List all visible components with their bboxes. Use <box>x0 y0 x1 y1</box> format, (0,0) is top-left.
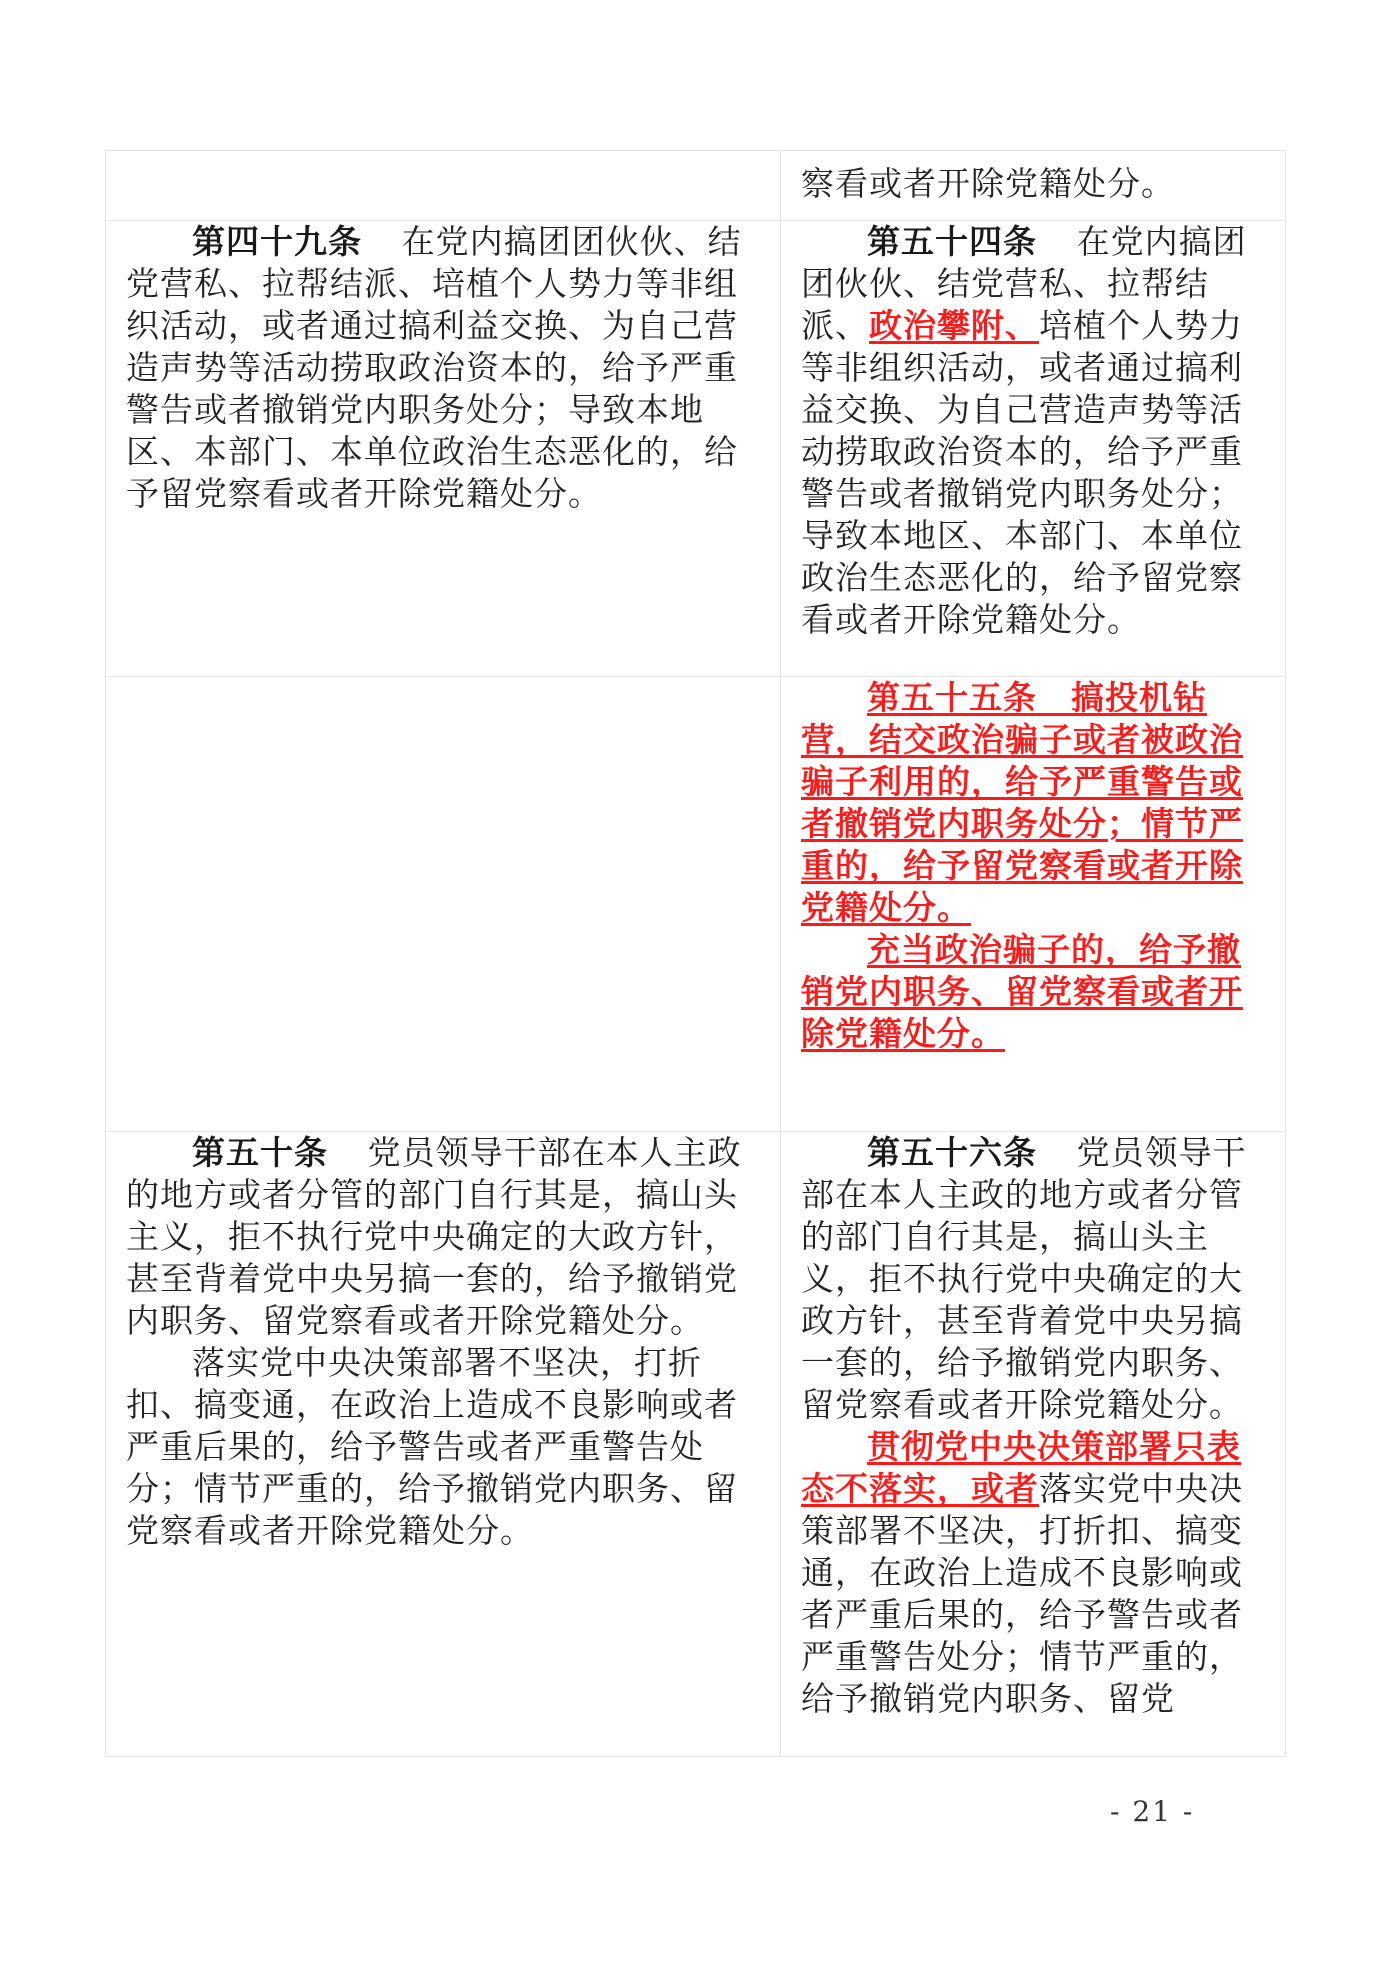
body-text: 培植个人势力等非组织活动，或者通过搞利益交换、为自己营造声势等活动捞取政治资本的，给予严重警告或者撤销党内职务处分；导致本地区、本部门、本单位政治生态恶化的，给予留党察看或者开除党籍处分。 <box>801 306 1243 639</box>
body-text: 党员领导干部在本人主政的地方或者分管的部门自行其是，搞山头主义，拒不执行党中央确定的大政方针，甚至背着党中央另搞一套的，给予撤销党内职务、留党察看或者开除党籍处分。 <box>801 1133 1247 1424</box>
new-text-cell <box>781 677 1286 1132</box>
paragraph <box>801 929 1265 1055</box>
article-number: 第五十四条 <box>867 222 1037 261</box>
added-text: 充当政治骗子的，给予撤销党内职务、留党察看或者开除党籍处分。 <box>801 930 1243 1053</box>
table-row <box>106 151 1286 221</box>
old-text-cell <box>106 677 781 1132</box>
new-text-cell <box>781 1132 1286 1757</box>
page-number: - 21 - <box>1110 1795 1195 1828</box>
body-text: 在党内搞团团伙伙、结党营私、拉帮结派、培植个人势力等非组织活动，或者通过搞利益交换、为自己营造声势等活动捞取政治资本的，给予严重警告或者撤销党内职务处分；导致本地区、本部门、本单位政治生态恶化的，给予留党察看或者开除党籍处分。 <box>126 222 742 513</box>
old-text-cell <box>106 1132 781 1757</box>
new-text-cell <box>781 221 1286 677</box>
body-text: 落实党中央决策部署不坚决，打折扣、搞变通，在政治上造成不良影响或者严重后果的，给予警告或者严重警告处分；情节严重的，给予撤销党内职务、留党察看或者开除党籍处分。 <box>126 1343 738 1550</box>
table-row <box>106 677 1286 1132</box>
old-text-cell <box>106 221 781 677</box>
paragraph <box>126 1342 760 1552</box>
article-number: 第五十六条 <box>867 1133 1037 1172</box>
paragraph <box>126 1132 760 1342</box>
body-text: 察看或者开除党籍处分。 <box>801 164 1175 203</box>
article-number: 第四十九条 <box>192 222 362 261</box>
paragraph <box>801 1132 1265 1426</box>
paragraph <box>801 163 1265 205</box>
body-text: 在党内搞团团伙伙、结党营私、拉帮结派、 <box>801 222 1247 345</box>
paragraph <box>801 221 1265 641</box>
paragraph <box>126 221 760 515</box>
comparison-table <box>105 150 1286 1757</box>
added-text: 政治攀附、 <box>869 306 1039 345</box>
old-text-cell <box>106 151 781 221</box>
added-text: 贯彻党中央决策部署只表态不落实，或者 <box>801 1427 1241 1508</box>
new-text-cell <box>781 151 1286 221</box>
body-text: 党员领导干部在本人主政的地方或者分管的部门自行其是，搞山头主义，拒不执行党中央确定的大政方针，甚至背着党中央另搞一套的，给予撤销党内职务、留党察看或者开除党籍处分。 <box>126 1133 742 1340</box>
table-row <box>106 221 1286 677</box>
article-number: 第五十条 <box>192 1133 328 1172</box>
paragraph <box>801 677 1265 929</box>
added-text: 第五十五条 搞投机钻营，结交政治骗子或者被政治骗子利用的，给予严重警告或者撤销党内职务处分；情节严重的，给予留党察看或者开除党籍处分。 <box>801 678 1243 927</box>
body-text: 落实党中央决策部署不坚决，打折扣、搞变通，在政治上造成不良影响或者严重后果的，给予警告或者严重警告处分；情节严重的，给予撤销党内职务、留党 <box>801 1469 1243 1718</box>
table-row <box>106 1132 1286 1757</box>
paragraph <box>801 1426 1265 1720</box>
